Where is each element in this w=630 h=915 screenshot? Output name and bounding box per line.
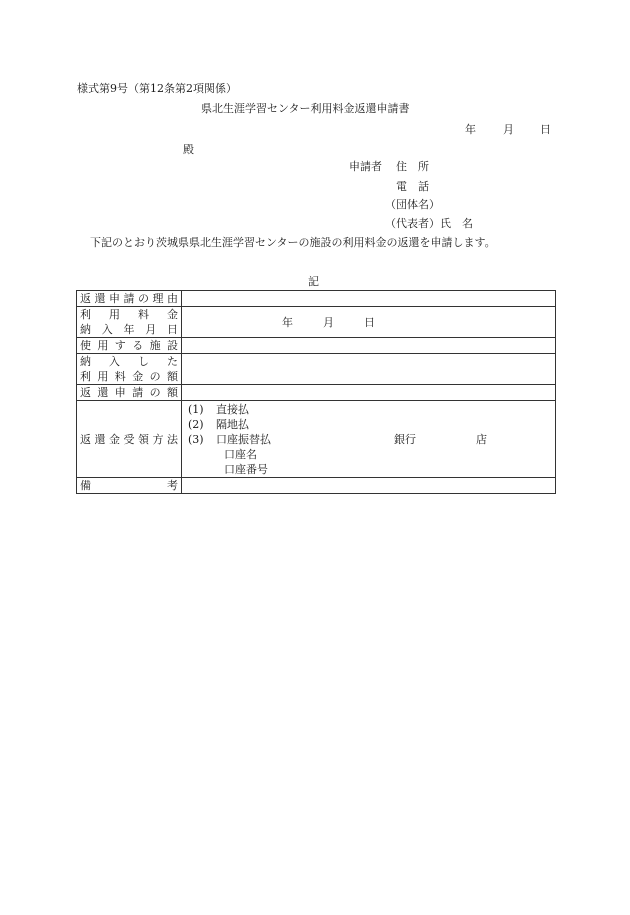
applicant-name-label: 氏 名: [440, 217, 473, 230]
payment-date-year: 年: [282, 315, 293, 329]
form-number: 様式第9号（第12条第2項関係）: [77, 82, 237, 95]
payment-date-day: 日: [364, 315, 375, 329]
remarks-label-cell: [77, 478, 182, 494]
paid-amount-label-line1: 納入した: [80, 355, 178, 368]
reason-input-cell[interactable]: [182, 291, 556, 307]
document-title: 県北生涯学習センター利用料金返還申請書: [201, 102, 410, 115]
refund-form-table: [76, 290, 556, 494]
method-number: (3): [188, 432, 204, 446]
table-row-reason: [77, 291, 556, 307]
bank-label: 銀行: [394, 432, 416, 446]
ki-heading: 記: [308, 275, 319, 288]
refund-amount-label: 返還申請の額: [80, 386, 178, 399]
paid-amount-label-cell: [77, 354, 182, 385]
date-year: 年: [465, 123, 476, 136]
representative-prefix: （代表者）: [385, 217, 440, 230]
addressee-suffix: 殿: [183, 143, 194, 156]
account-name-row[interactable]: [182, 447, 555, 462]
table-row-refund-amount: [77, 385, 556, 401]
paid-amount-label-line2: 利用料金の額: [80, 370, 178, 383]
account-number-row[interactable]: [182, 462, 555, 477]
facility-label: 使用する施設: [80, 339, 178, 352]
applicant-address-label: 住 所: [396, 160, 429, 173]
application-statement: 下記のとおり茨城県県北生涯学習センターの施設の利用料金の返還を申請します。: [90, 236, 496, 249]
method-label: 隔地払: [216, 417, 249, 431]
method-option-remote[interactable]: [182, 417, 555, 432]
payment-date-label-line2: 納入年月日: [80, 323, 178, 336]
date-day: 日: [540, 123, 551, 136]
payment-date-input-cell[interactable]: [182, 307, 556, 338]
receipt-method-label-cell: [77, 401, 182, 478]
table-row-receipt-method: [77, 401, 556, 478]
date-month: 月: [503, 123, 514, 136]
receipt-method-cell[interactable]: [182, 401, 556, 478]
refund-amount-input-cell[interactable]: [182, 385, 556, 401]
account-number-label: 口座番号: [224, 462, 268, 476]
method-number: (1): [188, 402, 204, 416]
refund-amount-label-cell: [77, 385, 182, 401]
method-number: (2): [188, 417, 204, 431]
branch-label: 店: [476, 432, 487, 446]
applicant-label: 申請者: [349, 160, 382, 173]
method-label: 口座振替払: [216, 432, 271, 446]
payment-date-month: 月: [323, 315, 334, 329]
reason-label: 返還申請の理由: [80, 292, 178, 305]
applicant-phone-label: 電 話: [396, 180, 429, 193]
remarks-input-cell[interactable]: [182, 478, 556, 494]
table-row-paid-amount: [77, 354, 556, 385]
payment-date-label-line1: 利用料金: [80, 308, 178, 321]
facility-input-cell[interactable]: [182, 338, 556, 354]
receipt-method-label: 返還金受領方法: [80, 432, 178, 446]
table-row-remarks: [77, 478, 556, 494]
table-row-facility: [77, 338, 556, 354]
remarks-label: 備 考: [80, 479, 178, 492]
applicant-representative-label: [385, 217, 473, 231]
method-label: 直接払: [216, 402, 249, 416]
applicant-group-label: （団体名）: [385, 198, 440, 211]
payment-date-label-cell: [77, 307, 182, 338]
table-row-payment-date: [77, 307, 556, 338]
method-option-transfer[interactable]: [182, 432, 555, 447]
paid-amount-input-cell[interactable]: [182, 354, 556, 385]
reason-label-cell: [77, 291, 182, 307]
account-name-label: 口座名: [224, 447, 257, 461]
facility-label-cell: [77, 338, 182, 354]
method-option-direct[interactable]: [182, 402, 555, 417]
